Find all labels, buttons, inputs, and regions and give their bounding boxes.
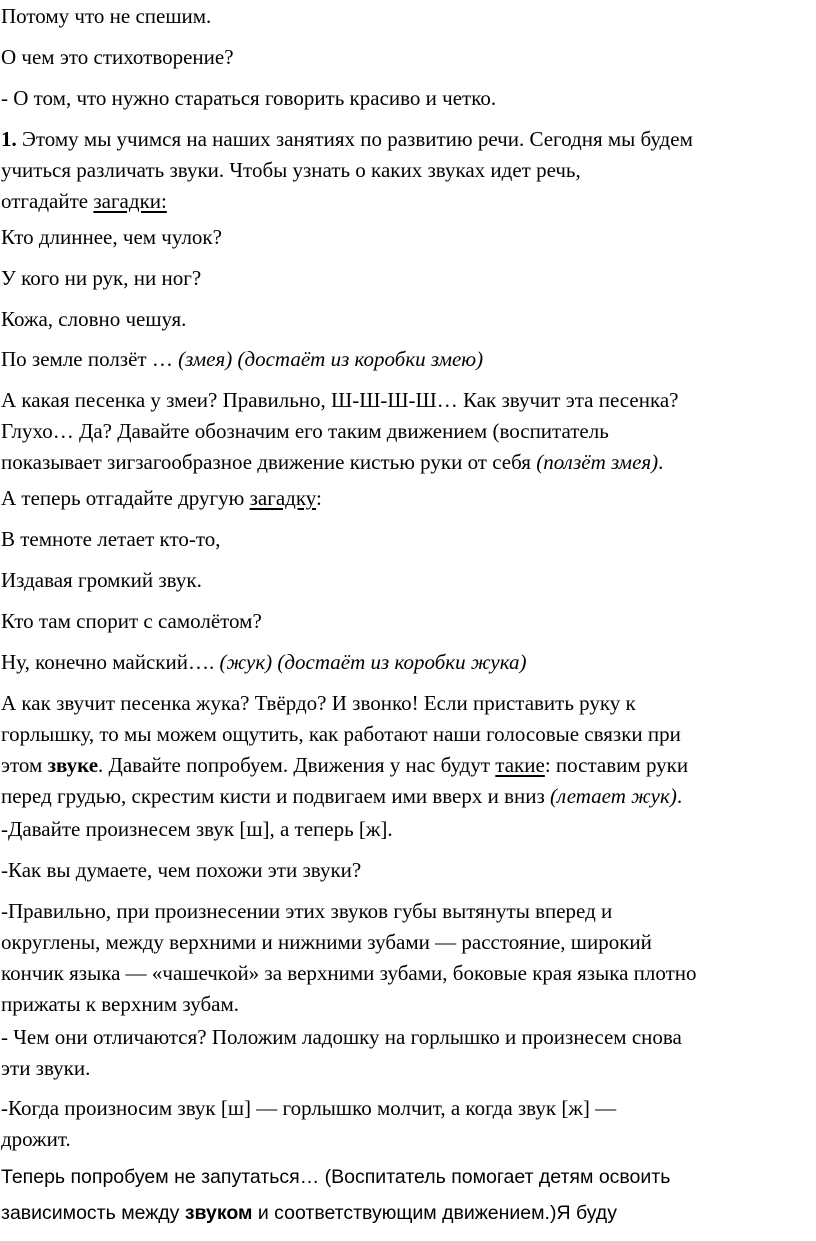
text-line: - О том, что нужно стараться говорить красиво и четко. — [1, 86, 497, 110]
paragraph-line: Теперь попробуем не запутаться… (Воспитатель помогает детям освоить — [1, 1166, 671, 1188]
riddle-line: У кого ни рук, ни ног? — [1, 266, 202, 290]
paragraph — [1, 1022, 812, 1084]
underlined-word: такие — [495, 753, 545, 777]
paragraph-line: - Чем они отличаются? Положим ладошку на горлышко и произнесем снова — [1, 1025, 682, 1049]
text-span: отгадайте — [1, 189, 94, 213]
paragraph-line: А какая песенка у змеи? Правильно, Ш-Ш-Ш-Ш… Как звучит эта песенка? — [1, 388, 679, 412]
paragraph-line: учиться различать звуки. Чтобы узнать о каких звуках идет речь, — [1, 158, 581, 182]
paragraph-line — [1, 1195, 812, 1231]
paragraph: -Как вы думаете, чем похожи эти звуки? — [1, 858, 362, 882]
riddle-line: Кожа, словно чешуя. — [1, 307, 187, 331]
item-number: 1. — [1, 127, 17, 151]
bold-word: звуком — [184, 1202, 253, 1224]
paragraph-line: горлышку, то мы можем ощутить, как работают наши голосовые связки при — [1, 722, 681, 746]
underlined-word: загадку — [249, 486, 316, 510]
paragraph — [1, 1159, 812, 1231]
paragraph — [1, 124, 812, 217]
paragraph-line: прижаты к верхним зубам. — [1, 992, 240, 1016]
paragraph-line: округлены, между верхними и нижними зубами — расстояние, широкий — [1, 930, 652, 954]
riddle-line: Издавая громкий звук. — [1, 568, 202, 592]
text-span: Этому мы учимся на наших занятиях по развитию речи. Сегодня мы будем — [16, 127, 693, 151]
paragraph — [1, 385, 812, 478]
paragraph-line — [1, 750, 812, 781]
paragraph-line: -Когда произносим звук [ш] — горлышко молчит, а когда звук [ж] — — [1, 1096, 617, 1120]
paragraph — [1, 1093, 812, 1155]
paragraph-line — [1, 447, 812, 478]
paragraph — [1, 483, 812, 514]
paragraph-line: -Правильно, при произнесении этих звуков губы вытянуты вперед и — [1, 899, 613, 923]
riddle-line: Кто длиннее, чем чулок? — [1, 225, 222, 249]
paragraph-line: А как звучит песенка жука? Твёрдо? И звонко! Если приставить руку к — [1, 691, 636, 715]
text-line: Потому что не спешим. — [1, 4, 212, 28]
riddle-line: Кто там спорит с самолётом? — [1, 609, 262, 633]
text-span: и соответствующим движением.)Я буду — [252, 1202, 617, 1224]
paragraph: -Давайте произнесем звук [ш], а теперь [ж]. — [1, 817, 393, 841]
text-span: . Давайте попробуем. Движения у нас будут — [98, 753, 496, 777]
underlined-word: загадки: — [93, 189, 167, 213]
paragraph-line: кончик языка — «чашечкой» за верхними зубами, боковые края языка плотно — [1, 961, 697, 985]
text-span: По земле ползёт … — [1, 347, 179, 371]
text-span: А теперь отгадайте другую — [1, 486, 250, 510]
paragraph-line — [1, 186, 812, 217]
text-span: : — [315, 486, 322, 510]
stage-direction: (ползёт змея) — [536, 450, 659, 474]
text-span: показывает зигзагообразное движение кистью руки от себя — [1, 450, 537, 474]
text-span: : поставим руки — [544, 753, 689, 777]
riddle-line — [1, 647, 812, 678]
paragraph — [1, 688, 812, 812]
stage-direction: (жук) (достаёт из коробки жука) — [219, 650, 527, 674]
text-span: . — [658, 450, 664, 474]
paragraph-line — [1, 124, 812, 155]
paragraph-line: дрожит. — [1, 1127, 71, 1151]
text-span: зависимость между — [1, 1202, 185, 1224]
text-span: перед грудью, скрестим кисти и подвигаем ими вверх и вниз — [1, 784, 551, 808]
text-line: О чем это стихотворение? — [1, 45, 234, 69]
text-span: . — [676, 784, 683, 808]
text-span: Ну, конечно майский…. — [1, 650, 220, 674]
paragraph-line: Глухо… Да? Давайте обозначим его таким движением (воспитатель — [1, 419, 609, 443]
riddle-line — [1, 344, 812, 375]
text-span: этом — [1, 753, 48, 777]
stage-direction: (змея) (достаёт из коробки змею) — [178, 347, 484, 371]
bold-word: звуке — [47, 753, 99, 777]
riddle-line: В темноте летает кто-то, — [1, 527, 221, 551]
paragraph-line: эти звуки. — [1, 1056, 91, 1080]
paragraph — [1, 896, 812, 1020]
stage-direction: (летает жук) — [550, 784, 677, 808]
paragraph-line — [1, 781, 812, 812]
